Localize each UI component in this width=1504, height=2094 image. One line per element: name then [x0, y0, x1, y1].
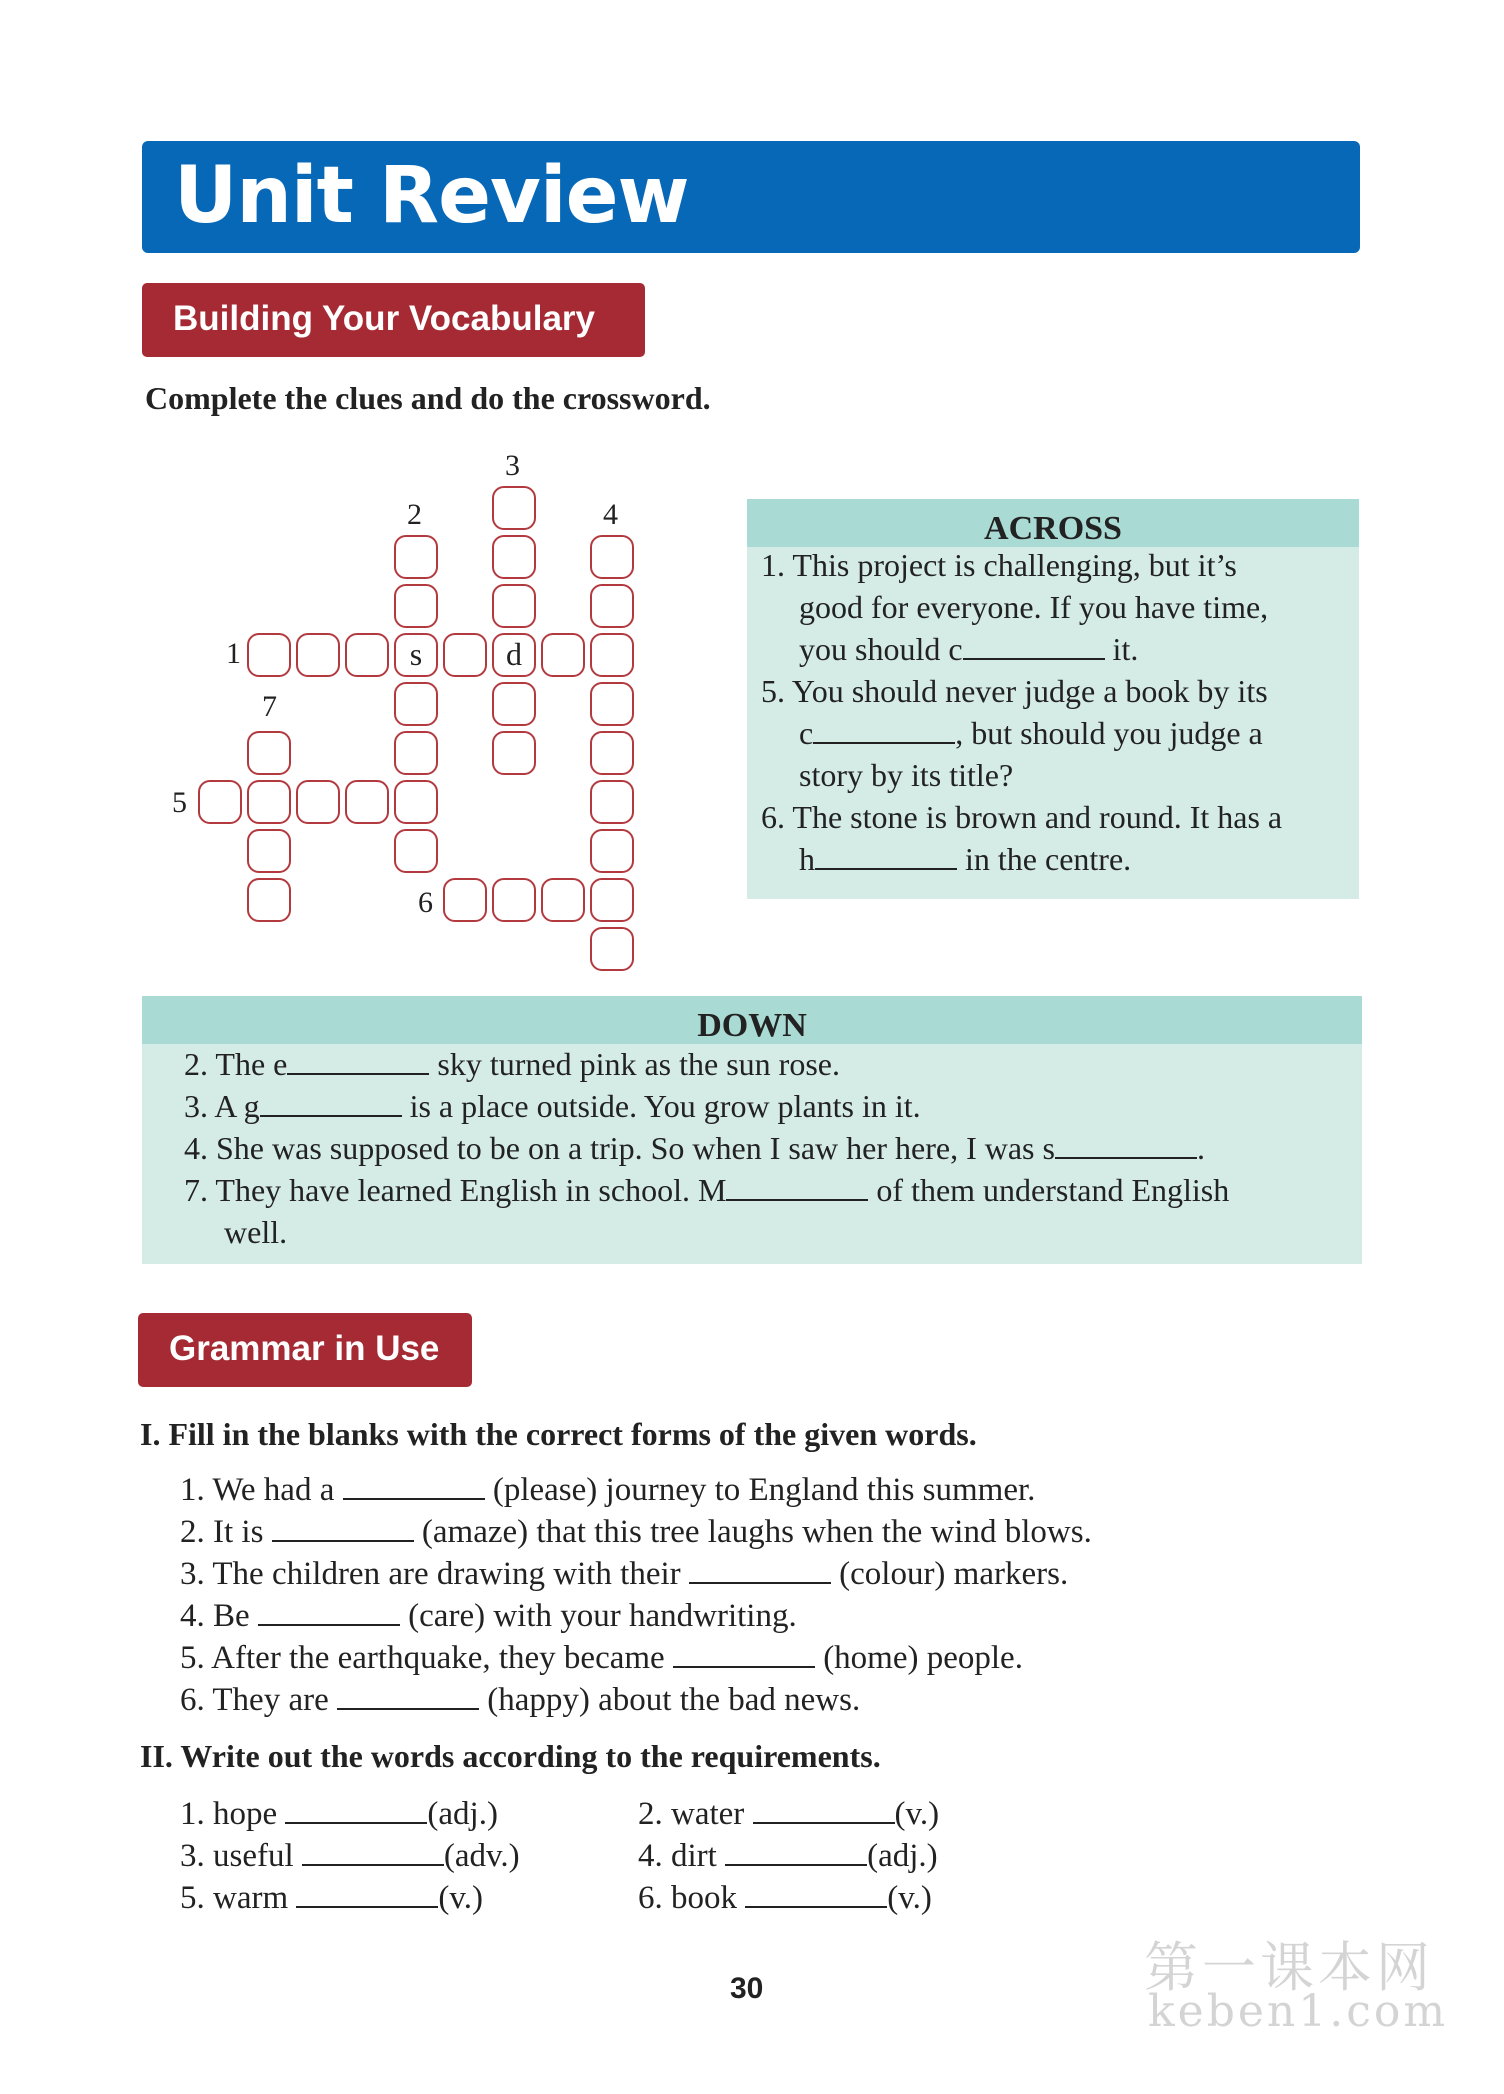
answer-blank[interactable] [1055, 1131, 1197, 1159]
crossword-cell[interactable] [247, 633, 291, 677]
answer-blank[interactable] [963, 632, 1105, 660]
crossword-cell[interactable] [590, 682, 634, 726]
crossword-cell[interactable] [541, 633, 585, 677]
answer-blank[interactable] [725, 1838, 867, 1866]
answer-blank[interactable] [285, 1796, 427, 1824]
across-clue-line: 6. The stone is brown and round. It has a [761, 799, 1283, 835]
crossword-cell[interactable] [296, 780, 340, 824]
crossword-cell[interactable] [443, 633, 487, 677]
across-clue-line: you should c it. [799, 631, 1139, 667]
crossword-cell[interactable] [394, 682, 438, 726]
answer-blank[interactable] [302, 1838, 444, 1866]
crossword-cell[interactable]: s [394, 633, 438, 677]
across-clue-line: 5. You should never judge a book by its [761, 673, 1268, 709]
crossword-cell[interactable] [394, 829, 438, 873]
crossword-cell[interactable] [541, 878, 585, 922]
crossword-cell[interactable] [247, 780, 291, 824]
crossword-cell[interactable]: d [492, 633, 536, 677]
crossword-cell[interactable] [590, 878, 634, 922]
crossword-number-6: 6 [418, 886, 433, 919]
exercise-item: 6. They are (happy) about the bad news. [180, 1682, 861, 1718]
crossword-cell[interactable] [492, 535, 536, 579]
answer-blank[interactable] [287, 1047, 429, 1075]
down-heading: DOWN [142, 996, 1362, 1044]
crossword-cell[interactable] [394, 535, 438, 579]
answer-blank[interactable] [296, 1880, 438, 1908]
answer-blank[interactable] [272, 1514, 414, 1542]
across-clue-line: good for everyone. If you have time, [799, 589, 1269, 625]
answer-blank[interactable] [337, 1682, 479, 1710]
crossword-number-4: 4 [603, 498, 618, 531]
across-clue-line: c , but should you judge a [799, 715, 1263, 751]
crossword-cell[interactable] [590, 633, 634, 677]
crossword-cell[interactable] [590, 584, 634, 628]
crossword-cell[interactable] [590, 535, 634, 579]
across-clue-line: story by its title? [799, 757, 1014, 793]
answer-blank[interactable] [673, 1640, 815, 1668]
answer-blank[interactable] [726, 1173, 868, 1201]
exercise-item: 5. warm (v.) [180, 1880, 483, 1916]
across-clue-line: 1. This project is challenging, but it’s [761, 547, 1237, 583]
exercise-item: 2. It is (amaze) that this tree laughs when the wind blows. [180, 1514, 1092, 1550]
answer-blank[interactable] [343, 1472, 485, 1500]
across-clue-line: h in the centre. [799, 841, 1132, 877]
crossword-number-3: 3 [505, 449, 520, 482]
crossword-cell[interactable] [443, 878, 487, 922]
answer-blank[interactable] [258, 1598, 400, 1626]
crossword-cell[interactable] [394, 731, 438, 775]
exercise-item: 4. dirt (adj.) [638, 1838, 938, 1874]
exercise-item: 1. We had a (please) journey to England this summer. [180, 1472, 1036, 1508]
crossword-cell[interactable] [345, 633, 389, 677]
crossword-cell[interactable] [247, 731, 291, 775]
exercise-item: 2. water (v.) [638, 1796, 940, 1832]
answer-blank[interactable] [815, 842, 957, 870]
crossword-cell[interactable] [247, 829, 291, 873]
crossword-cell[interactable] [590, 780, 634, 824]
crossword-cell[interactable] [296, 633, 340, 677]
page-title: Unit Review [174, 151, 689, 241]
crossword-cell[interactable] [492, 731, 536, 775]
crossword-cell[interactable] [492, 682, 536, 726]
down-clue-box [142, 996, 1362, 1264]
answer-blank[interactable] [813, 716, 955, 744]
crossword-number-2: 2 [407, 498, 422, 531]
crossword-cell[interactable] [247, 878, 291, 922]
watermark-url: keben1.com [1148, 1986, 1449, 2037]
watermark-text: 第一课本网 [1144, 1936, 1434, 1999]
vocab-instruction: Complete the clues and do the crossword. [145, 380, 711, 416]
page-number: 30 [730, 1972, 764, 2005]
answer-blank[interactable] [745, 1880, 887, 1908]
section-tag-grammar: Grammar in Use [138, 1313, 472, 1387]
grammar-part1-instruction: I. Fill in the blanks with the correct forms of the given words. [140, 1416, 977, 1452]
answer-blank[interactable] [260, 1089, 402, 1117]
across-heading: ACROSS [747, 499, 1359, 547]
crossword-number-5: 5 [172, 786, 187, 819]
answer-blank[interactable] [753, 1796, 895, 1824]
crossword-cell[interactable] [492, 584, 536, 628]
down-clue-line: 4. She was supposed to be on a trip. So when I saw her here, I was s . [184, 1130, 1205, 1166]
down-clue-line: well. [224, 1214, 288, 1250]
crossword-cell[interactable] [394, 584, 438, 628]
section-tag-vocabulary: Building Your Vocabulary [142, 283, 645, 357]
down-clue-line: 7. They have learned English in school. M of them understand English [184, 1172, 1230, 1208]
exercise-item: 1. hope (adj.) [180, 1796, 498, 1832]
crossword-cell[interactable] [590, 927, 634, 971]
crossword-number-1: 1 [226, 637, 241, 670]
crossword-cell[interactable] [394, 780, 438, 824]
crossword-cell[interactable] [590, 731, 634, 775]
answer-blank[interactable] [689, 1556, 831, 1584]
grammar-part2-instruction: II. Write out the words according to the requirements. [140, 1738, 881, 1774]
crossword-cell[interactable] [492, 486, 536, 530]
exercise-item: 3. The children are drawing with their (colour) markers. [180, 1556, 1069, 1592]
down-clue-line: 3. A g is a place outside. You grow plants in it. [184, 1088, 921, 1124]
exercise-item: 3. useful (adv.) [180, 1838, 520, 1874]
crossword-cell[interactable] [345, 780, 389, 824]
crossword-cell[interactable] [198, 780, 242, 824]
exercise-item: 4. Be (care) with your handwriting. [180, 1598, 797, 1634]
crossword-number-7: 7 [262, 690, 277, 723]
down-clue-line: 2. The e sky turned pink as the sun rose. [184, 1046, 840, 1082]
exercise-item: 5. After the earthquake, they became (home) people. [180, 1640, 1023, 1676]
across-clue-box [747, 499, 1359, 899]
crossword-cell[interactable] [492, 878, 536, 922]
crossword-grid [0, 0, 700, 1000]
crossword-cell[interactable] [590, 829, 634, 873]
exercise-item: 6. book (v.) [638, 1880, 932, 1916]
